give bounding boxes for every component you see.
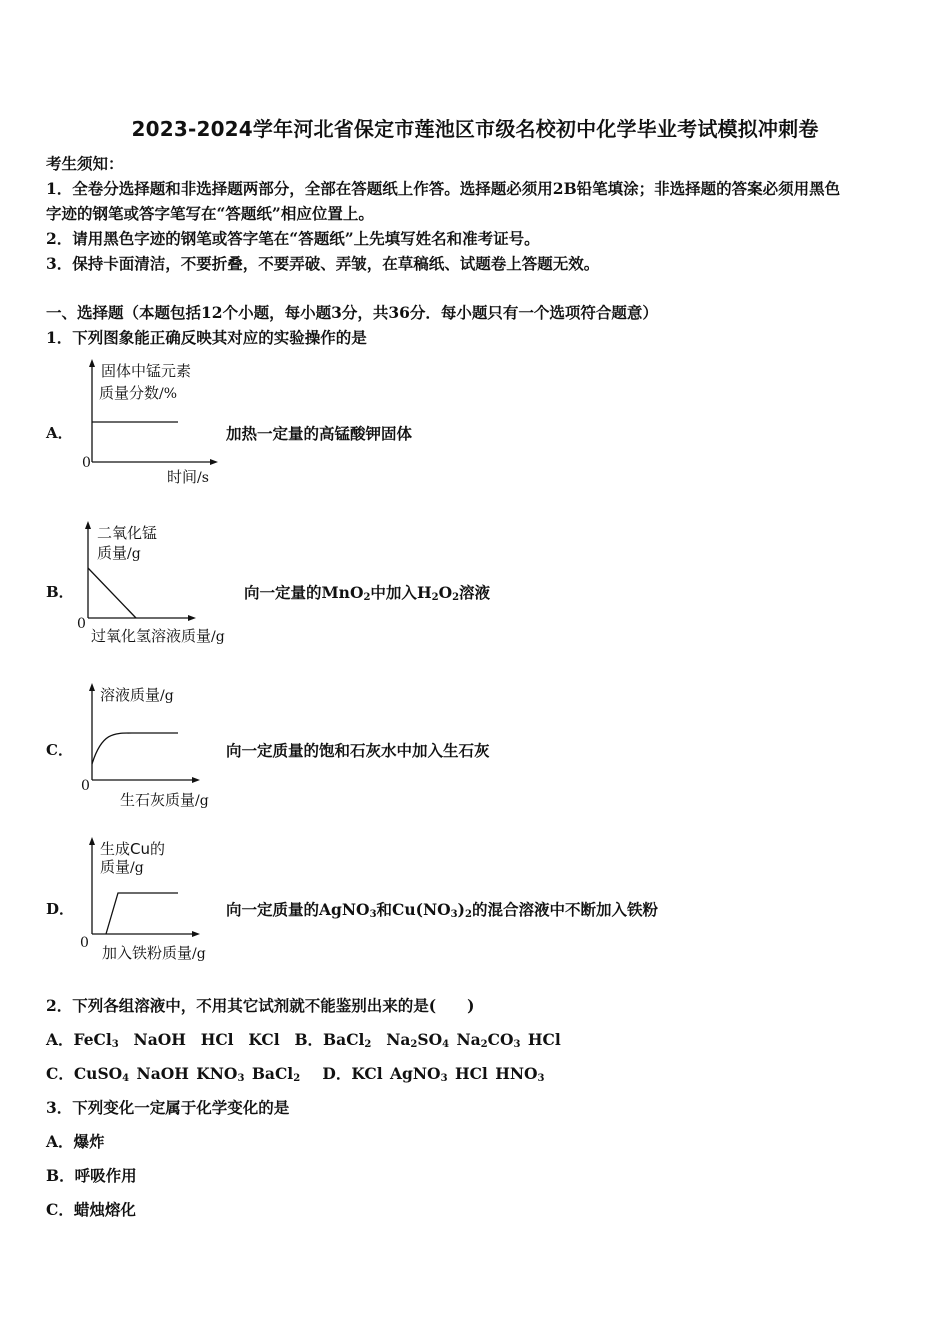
q1-option-c-desc: 向一定质量的饱和石灰水中加入生石灰 [226, 741, 490, 760]
y-label: 溶液质量/g [100, 686, 174, 704]
notice-item-1-line-2: 字迹的钢笔或答字笔写在“答题纸”相应位置上。 [46, 204, 374, 223]
y-label-line-1: 固体中锰元素 [101, 362, 192, 380]
x-label: 时间/s [167, 468, 209, 486]
origin-label: 0 [80, 935, 89, 951]
x-axis-arrow [210, 459, 218, 465]
origin-label: 0 [77, 616, 86, 632]
curve [88, 568, 136, 618]
page-title: 2023-2024学年河北省保定市莲池区市级名校初中化学毕业考试模拟冲刺卷 [131, 117, 819, 141]
question-1-stem: 1．下列图象能正确反映其对应的实验操作的是 [46, 328, 367, 347]
q3-option-c: C．蜡烛熔化 [46, 1200, 136, 1219]
y-label-line-1: 生成Cu的 [100, 840, 165, 858]
x-axis-arrow [192, 931, 200, 937]
q1-option-c-graph [70, 680, 240, 814]
q1-option-b-label: B． [46, 583, 74, 601]
notice-heading: 考生须知： [46, 154, 124, 173]
question-3-stem: 3．下列变化一定属于化学变化的是 [46, 1098, 290, 1117]
x-label: 生石灰质量/g [120, 791, 209, 809]
q1-option-c-label: C． [46, 741, 73, 759]
y-label-line-1: 二氧化锰 [97, 524, 158, 542]
q3-option-b: B．呼吸作用 [46, 1166, 137, 1185]
q1-option-a-graph [70, 356, 240, 490]
notice-item-3: 3．保持卡面清洁，不要折叠，不要弄破、弄皱，在草稿纸、试题卷上答题无效。 [46, 254, 600, 273]
q1-option-d-desc: 向一定质量的AgNO$_3$和$Cu(NO_3)_2$的混合溶液中不断加入铁粉 [226, 900, 658, 920]
y-axis-arrow [85, 521, 91, 529]
y-label-line-2: 质量分数/% [99, 384, 178, 402]
q1-option-b-desc: 向一定量的MnO$_2$中加入$H_2O_2$溶液 [244, 583, 491, 603]
x-label: 加入铁粉质量/g [102, 944, 206, 962]
y-label-line-2: 质量/g [100, 858, 144, 876]
section-heading: 一、选择题（本题包括12个小题，每小题3分，共36分．每小题只有一个选项符合题意） [46, 303, 658, 322]
x-axis-arrow [192, 777, 200, 783]
question-2-stem: 2．下列各组溶液中，不用其它试剂就不能鉴别出来的是( ) [46, 996, 475, 1015]
y-axis-arrow [89, 837, 95, 845]
notice-item-2: 2．请用黑色字迹的钢笔或答字笔在“答题纸”上先填写姓名和准考证号。 [46, 229, 540, 248]
y-label-line-2: 质量/g [97, 544, 141, 562]
q1-option-b-graph [70, 518, 250, 650]
q1-option-d-graph [70, 834, 240, 968]
notice-item-1-line-1: 1．全卷分选择题和非选择题两部分，全部在答题纸上作答。选择题必须用2B铅笔填涂；非选择题的答案必须用黑色 [46, 179, 841, 198]
origin-label: 0 [82, 455, 91, 471]
x-label: 过氧化氢溶液质量/g [91, 627, 225, 645]
origin-label: 0 [81, 778, 90, 794]
curve [106, 893, 178, 934]
q2-options-line-1: A．FeCl$_3$ NaOH HCl KCl B．BaCl$_2$ $Na_2SO_4$ $Na_2CO_3$ HCl [46, 1030, 561, 1050]
q2-options-line-2: C．CuSO$_4$ NaOH $KNO_3$ BaCl$_2$ D．KCl AgNO$_3$ HCl $HNO_3$ [46, 1064, 545, 1084]
q1-option-a-desc: 加热一定量的高锰酸钾固体 [226, 424, 413, 443]
y-axis-arrow [89, 683, 95, 691]
q1-option-a-label: A． [46, 424, 73, 442]
q1-option-d-label: D． [46, 900, 75, 918]
q3-option-a: A．爆炸 [46, 1132, 105, 1151]
x-axis-arrow [188, 615, 196, 621]
y-axis-arrow [89, 359, 95, 367]
curve [92, 733, 178, 764]
